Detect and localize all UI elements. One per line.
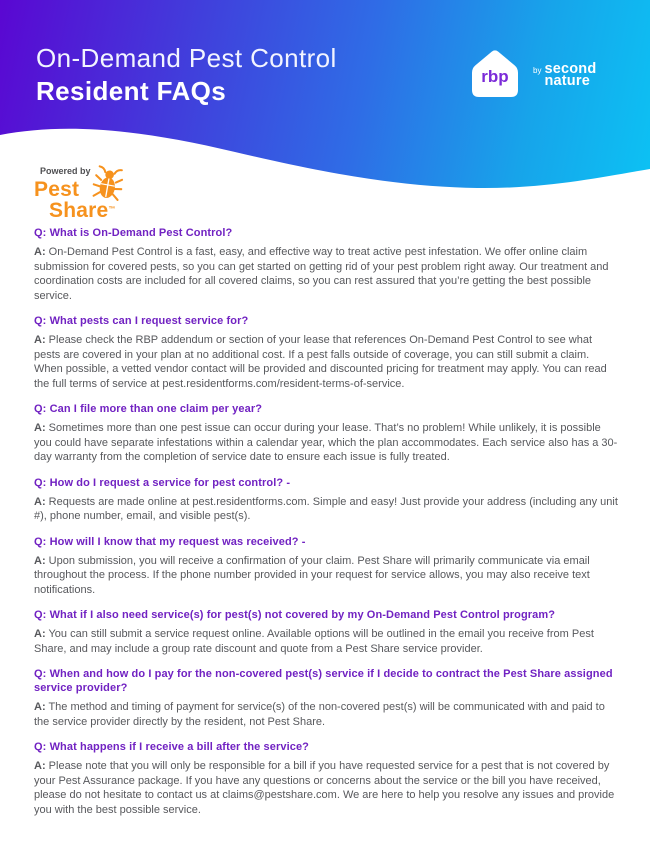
faq-answer bbox=[34, 759, 618, 817]
answer-text: Requests are made online at pest.residentforms.com. Simple and easy! Just provide your address (including any unit #), phone number, email, and visible pest(s). bbox=[34, 495, 618, 522]
answer-prefix: A: bbox=[34, 701, 46, 713]
answer-prefix: A: bbox=[34, 334, 46, 346]
answer-text: Please check the RBP addendum or section of your lease that references On-Demand Pest Control to see what pests are covered in your plan at no additional cost. If a pest falls outside of coverage, you can still submit a claim. When possible, a vetted vendor contact will be provided and discounted pricing for treatment may apply. You can read the full terms of service at pest.residentforms.com/resident-terms-of-service. bbox=[34, 334, 607, 390]
faq-item bbox=[34, 740, 618, 817]
pestshare-logo bbox=[34, 165, 144, 223]
byline-word1: second bbox=[544, 60, 597, 77]
answer-prefix: A: bbox=[34, 246, 46, 258]
svg-text:rbp: rbp bbox=[481, 67, 509, 86]
answer-prefix: A: bbox=[34, 760, 46, 772]
powered-by-label: Powered by bbox=[40, 166, 91, 176]
rbp-house-icon bbox=[466, 45, 524, 105]
second-nature-wordmark bbox=[533, 60, 597, 89]
answer-text: Upon submission, you will receive a confirmation of your claim. Pest Share will primarily communicate via email throughout the process. If the phone number provided in your request for service allows, you may also receive text notifications. bbox=[34, 554, 590, 596]
faq-question: Q: How do I request a service for pest control? - bbox=[34, 476, 291, 489]
answer-prefix: A: bbox=[34, 422, 46, 434]
answer-text: The method and timing of payment for service(s) of the non-covered pest(s) will be communicated with and paid to the service provider directly by the resident, not Pest Share. bbox=[34, 701, 605, 728]
byline-word2: nature bbox=[544, 73, 590, 89]
answer-prefix: A: bbox=[34, 495, 46, 508]
faq-item bbox=[34, 476, 618, 524]
page-subtitle: Resident FAQs bbox=[36, 76, 227, 106]
faq-answer bbox=[34, 245, 618, 303]
answer-prefix: A: bbox=[34, 628, 46, 640]
faq-answer bbox=[34, 421, 618, 465]
faq-answer bbox=[34, 554, 618, 598]
faq-answer bbox=[34, 627, 618, 656]
faq-answer bbox=[34, 700, 618, 729]
faq-question: Q: What if I also need service(s) for pest(s) not covered by my On-Demand Pest Control program? bbox=[34, 609, 556, 621]
faq-item bbox=[34, 402, 618, 465]
bug-icon bbox=[90, 164, 126, 205]
trademark-symbol: ™ bbox=[108, 206, 116, 213]
faq-question: Q: Can I file more than one claim per year? bbox=[34, 403, 263, 415]
answer-text: Sometimes more than one pest issue can occur during your lease. That’s no problem! While unlikely, it is possible you could have separate infestations within a calendar year, which the plan accommodates. Each service also has a 30-day warranty from the completion of service date to ensure each issue is fully treated. bbox=[34, 422, 618, 463]
faq-item bbox=[34, 667, 618, 729]
pestshare-word-share: Share™ bbox=[49, 199, 116, 222]
page-title: On-Demand Pest Control bbox=[36, 43, 337, 73]
faq-item bbox=[34, 608, 618, 656]
answer-text: On-Demand Pest Control is a fast, easy, and effective way to treat active pest infestation. We offer online claim submission for covered pests, so you can get started on getting rid of your pest problem right away. Our treatment and coordination costs are included for all covered claims, so you can rest assured that you’re getting the best possible service. bbox=[34, 246, 609, 302]
faq-item bbox=[34, 535, 618, 598]
faq-answer bbox=[34, 333, 618, 391]
answer-text: You can still submit a service request online. Available options will be outlined in the email you receive from Pest Share, and may include a group rate discount and quote from a Pest Share service provider. bbox=[34, 628, 594, 655]
rbp-logo-lockup bbox=[466, 45, 596, 105]
faq-item bbox=[34, 314, 618, 391]
faq-list bbox=[0, 200, 650, 817]
answer-text: Please note that you will only be responsible for a bill if you have requested service for a pest that is not covered by your Pest Assurance package. If you have any questions or concerns about the service or the bill you have received, please do not hesitate to contact us at claims@pestshare.com. We are here to help you resolve any issues and provide you with the best possible service. bbox=[34, 760, 615, 816]
pestshare-word-pest: Pest bbox=[34, 178, 80, 201]
faq-question: Q: What pests can I request service for? bbox=[34, 315, 249, 327]
faq-question: Q: What happens if I receive a bill after the service? bbox=[34, 741, 309, 753]
answer-prefix: A: bbox=[34, 554, 46, 567]
header-titles bbox=[36, 42, 337, 108]
faq-question: Q: What is On-Demand Pest Control? bbox=[34, 227, 233, 239]
byline-by: by bbox=[533, 65, 542, 75]
faq-answer bbox=[34, 495, 618, 524]
faq-question: Q: How will I know that my request was received? - bbox=[34, 535, 306, 548]
faq-item bbox=[34, 226, 618, 303]
faq-question: Q: When and how do I pay for the non-covered pest(s) service if I decide to contract the Pest Share assigned service provider? bbox=[34, 668, 613, 694]
